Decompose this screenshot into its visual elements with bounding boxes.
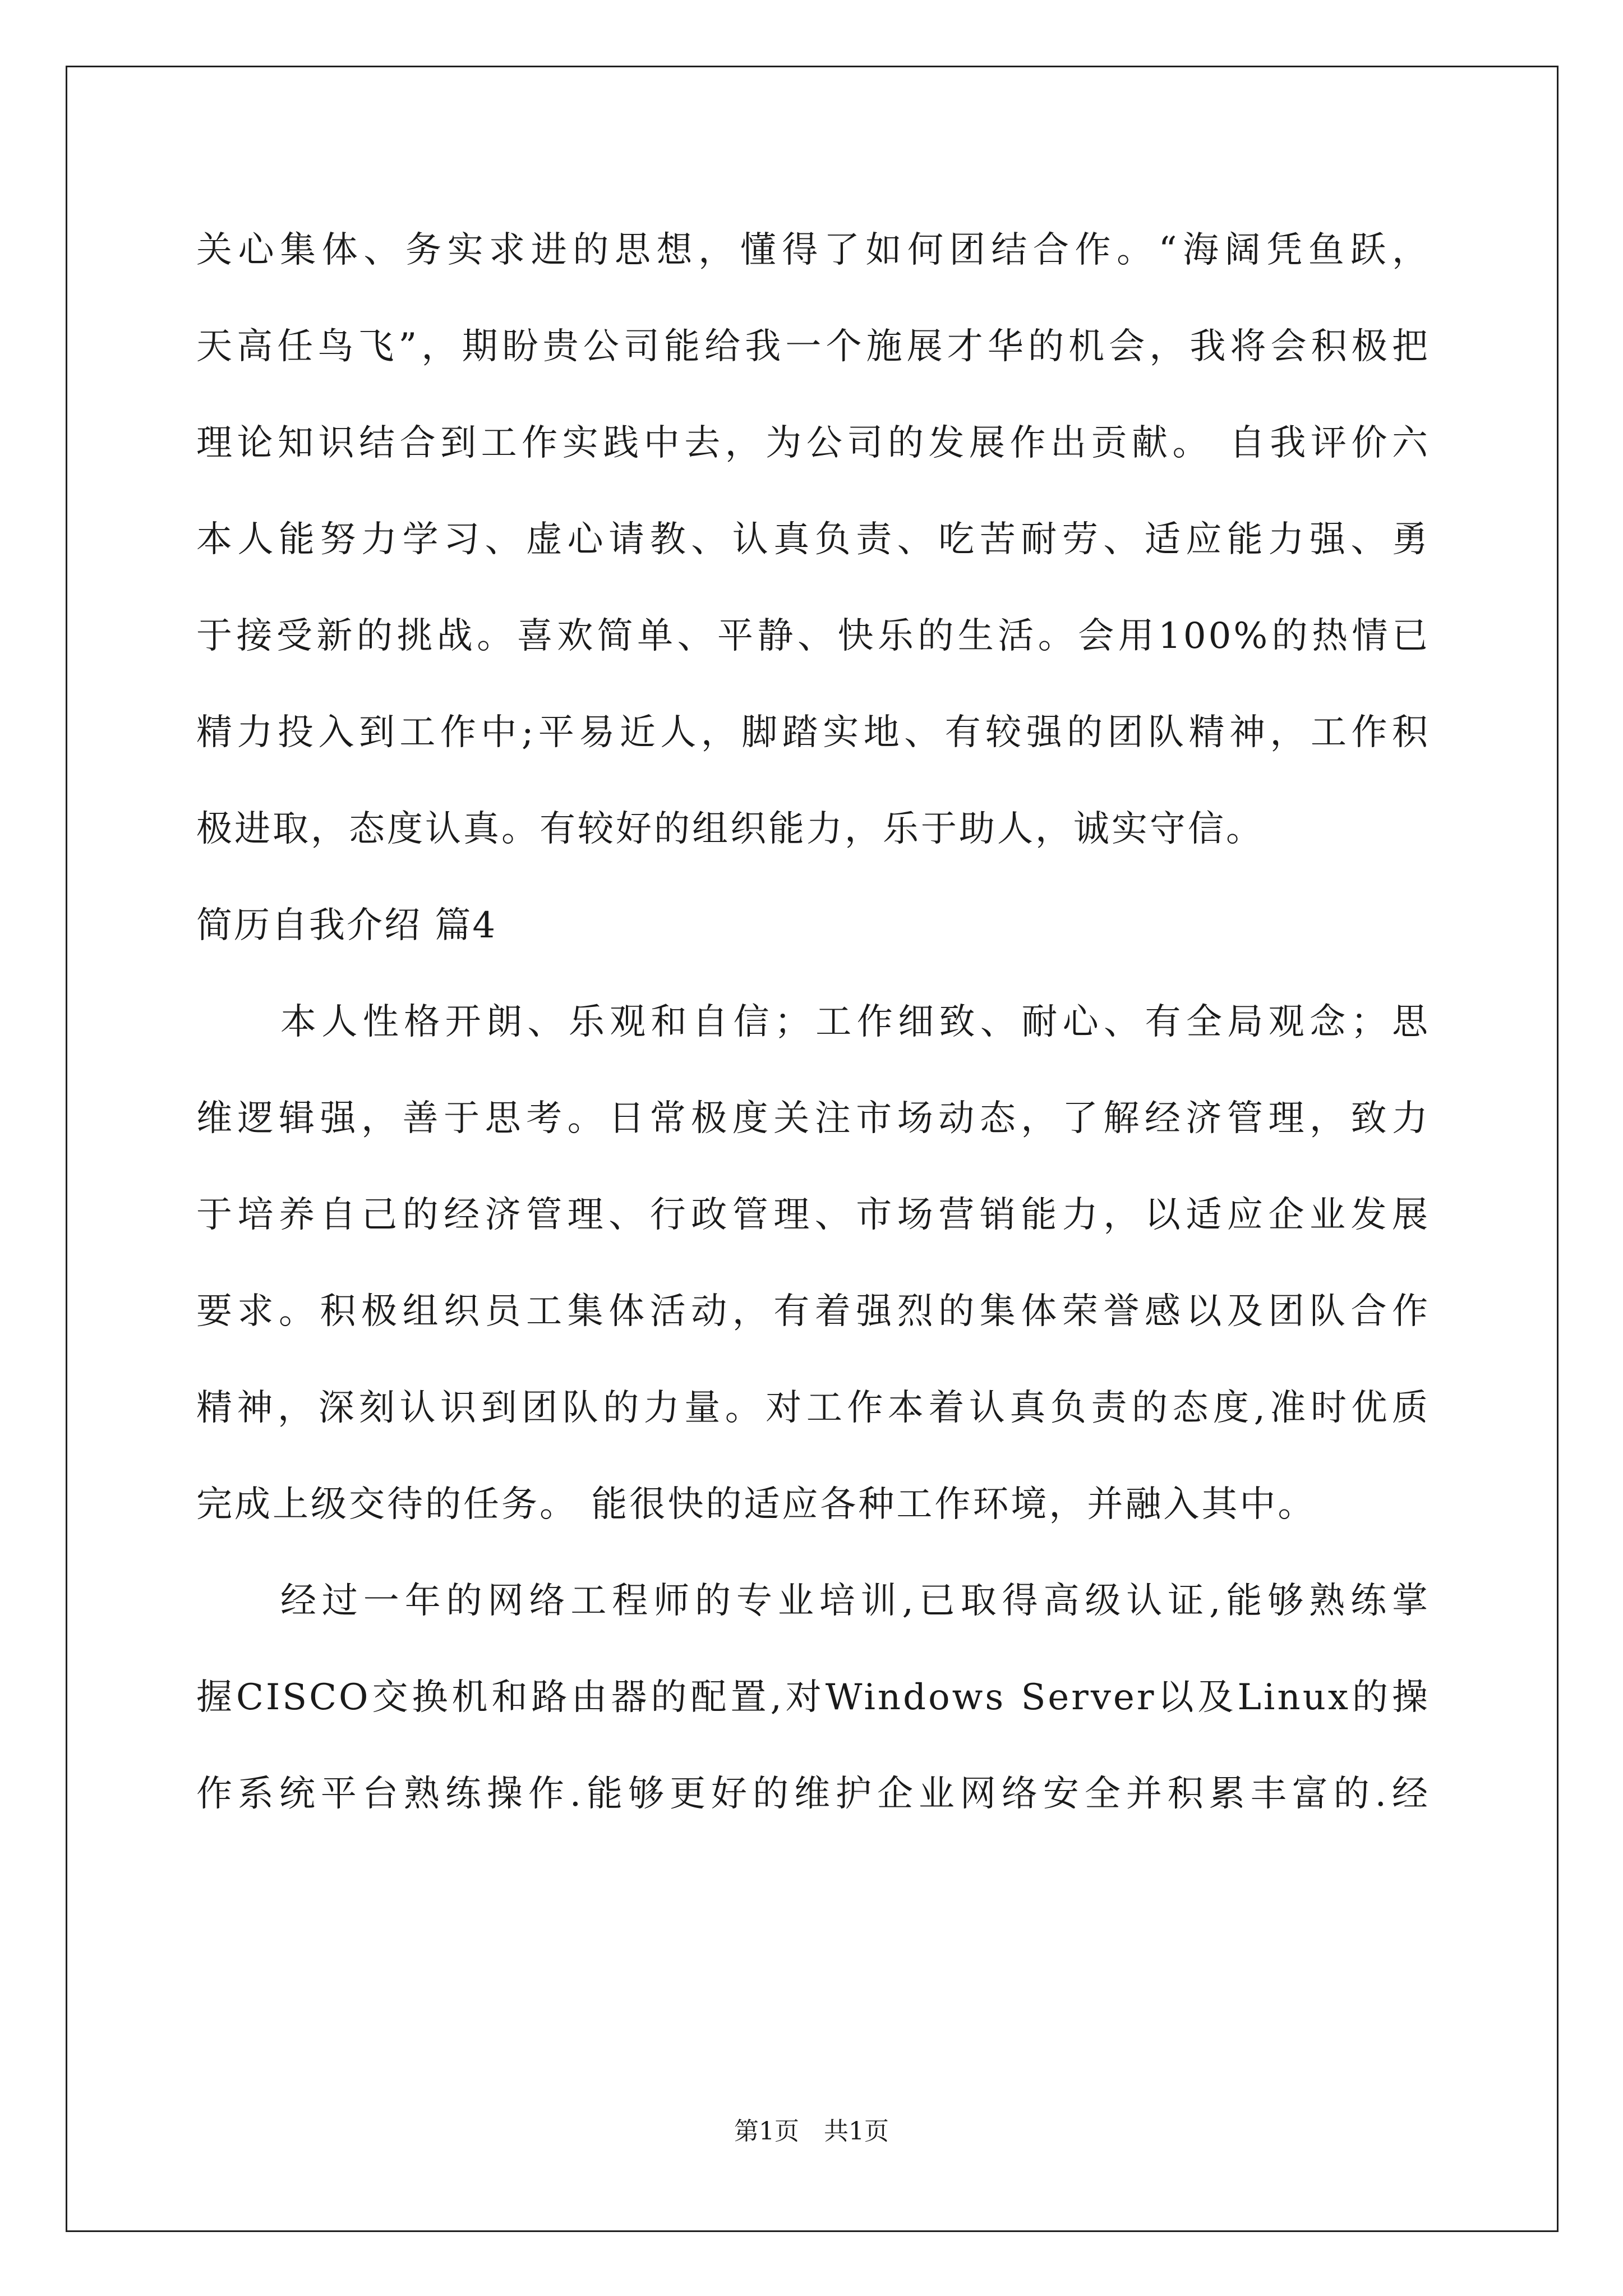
text-line: 极进取，态度认真。有较好的组织能力，乐于助人，诚实守信。 <box>196 808 1264 850</box>
text-line: 于培养自己的经济管理、行政管理、市场营销能力，以适应企业发展 <box>196 1194 1430 1236</box>
page-number-current: 第1页 <box>734 2117 799 2146</box>
page-footer <box>0 2115 1623 2148</box>
text-line: 本人能努力学习、虚心请教、认真负责、吃苦耐劳、适应能力强、勇 <box>196 519 1430 560</box>
text-line: 维逻辑强，善于思考。日常极度关注市场动态，了解经济管理，致力 <box>196 1098 1430 1139</box>
text-line: 经过一年的网络工程师的专业培训,已取得高级认证,能够熟练掌 <box>280 1580 1430 1622</box>
text-line: 握CISCO交换机和路由器的配置,对Windows Server以及Linux的操 <box>196 1677 1430 1718</box>
document-body <box>196 202 1430 1842</box>
text-line: 理论知识结合到工作实践中去，为公司的发展作出贡献。 自我评价六 <box>196 422 1430 464</box>
section-heading: 简历自我介绍 篇4 <box>196 905 497 946</box>
text-line: 于接受新的挑战。喜欢简单、平静、快乐的生活。会用100%的热情已 <box>196 615 1430 657</box>
text-line: 作系统平台熟练操作.能够更好的维护企业网络安全并积累丰富的.经 <box>196 1773 1430 1815</box>
text-line: 精神，深刻认识到团队的力量。对工作本着认真负责的态度,准时优质 <box>196 1387 1430 1429</box>
text-line: 要求。积极组织员工集体活动，有着强烈的集体荣誉感以及团队合作 <box>196 1291 1430 1332</box>
page-number-total: 共1页 <box>824 2117 889 2146</box>
text-line: 关心集体、务实求进的思想，懂得了如何团结合作。“海阔凭鱼跃， <box>196 229 1430 271</box>
text-line: 完成上级交待的任务。 能很快的适应各种工作环境，并融入其中。 <box>196 1484 1316 1525</box>
text-line: 本人性格开朗、乐观和自信；工作细致、耐心、有全局观念；思 <box>280 1001 1430 1043</box>
text-line: 精力投入到工作中;平易近人，脚踏实地、有较强的团队精神，工作积 <box>196 712 1430 753</box>
text-line: 天高任鸟飞”，期盼贵公司能给我一个施展才华的机会，我将会积极把 <box>196 326 1430 367</box>
